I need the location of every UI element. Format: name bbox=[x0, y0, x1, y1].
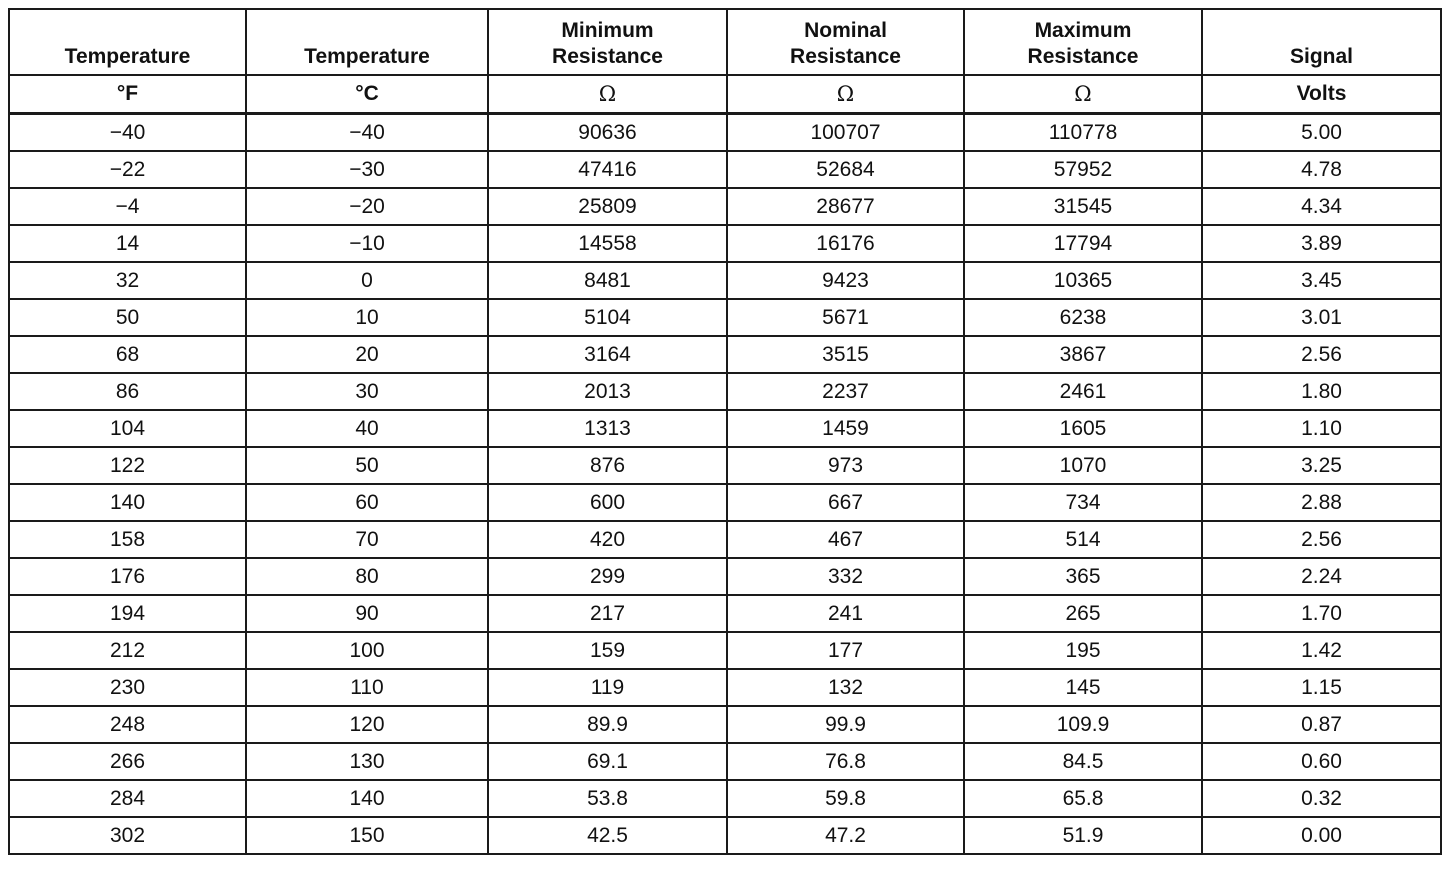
table-row bbox=[9, 299, 1441, 336]
cell-nominal-resistance: 28677 bbox=[727, 188, 964, 225]
cell-signal: 1.15 bbox=[1202, 669, 1441, 706]
cell-temp-f: 176 bbox=[9, 558, 246, 595]
cell-nominal-resistance: 667 bbox=[727, 484, 964, 521]
table-row bbox=[9, 743, 1441, 780]
cell-max-resistance: 17794 bbox=[964, 225, 1202, 262]
cell-nominal-resistance: 100707 bbox=[727, 114, 964, 152]
cell-max-resistance: 57952 bbox=[964, 151, 1202, 188]
cell-min-resistance: 90636 bbox=[488, 114, 727, 152]
cell-min-resistance: 42.5 bbox=[488, 817, 727, 854]
cell-max-resistance: 1605 bbox=[964, 410, 1202, 447]
cell-temp-c: 30 bbox=[246, 373, 488, 410]
cell-temp-f: 86 bbox=[9, 373, 246, 410]
table-container bbox=[8, 8, 1440, 855]
cell-temp-f: 68 bbox=[9, 336, 246, 373]
table-row bbox=[9, 114, 1441, 152]
table-row bbox=[9, 817, 1441, 854]
cell-signal: 1.42 bbox=[1202, 632, 1441, 669]
cell-max-resistance: 110778 bbox=[964, 114, 1202, 152]
table-row bbox=[9, 447, 1441, 484]
cell-temp-f: 140 bbox=[9, 484, 246, 521]
header-row-titles bbox=[9, 9, 1441, 75]
cell-max-resistance: 6238 bbox=[964, 299, 1202, 336]
cell-signal: 0.60 bbox=[1202, 743, 1441, 780]
cell-temp-f: 212 bbox=[9, 632, 246, 669]
cell-signal: 2.24 bbox=[1202, 558, 1441, 595]
cell-temp-f: −4 bbox=[9, 188, 246, 225]
cell-temp-c: 40 bbox=[246, 410, 488, 447]
cell-nominal-resistance: 9423 bbox=[727, 262, 964, 299]
cell-nominal-resistance: 132 bbox=[727, 669, 964, 706]
cell-max-resistance: 195 bbox=[964, 632, 1202, 669]
cell-max-resistance: 10365 bbox=[964, 262, 1202, 299]
cell-nominal-resistance: 59.8 bbox=[727, 780, 964, 817]
header-min-resistance: Minimum Resistance bbox=[488, 9, 727, 75]
cell-temp-f: 50 bbox=[9, 299, 246, 336]
cell-temp-c: 100 bbox=[246, 632, 488, 669]
cell-signal: 2.56 bbox=[1202, 521, 1441, 558]
table-row bbox=[9, 669, 1441, 706]
cell-temp-f: 32 bbox=[9, 262, 246, 299]
table-row bbox=[9, 373, 1441, 410]
cell-max-resistance: 514 bbox=[964, 521, 1202, 558]
cell-temp-c: −10 bbox=[246, 225, 488, 262]
cell-min-resistance: 25809 bbox=[488, 188, 727, 225]
cell-min-resistance: 8481 bbox=[488, 262, 727, 299]
cell-signal: 0.00 bbox=[1202, 817, 1441, 854]
cell-signal: 2.88 bbox=[1202, 484, 1441, 521]
cell-nominal-resistance: 47.2 bbox=[727, 817, 964, 854]
cell-signal: 0.32 bbox=[1202, 780, 1441, 817]
cell-nominal-resistance: 76.8 bbox=[727, 743, 964, 780]
table-row bbox=[9, 521, 1441, 558]
cell-nominal-resistance: 5671 bbox=[727, 299, 964, 336]
cell-min-resistance: 159 bbox=[488, 632, 727, 669]
cell-max-resistance: 145 bbox=[964, 669, 1202, 706]
cell-signal: 4.78 bbox=[1202, 151, 1441, 188]
header-temp-c: Temperature bbox=[246, 9, 488, 75]
cell-nominal-resistance: 1459 bbox=[727, 410, 964, 447]
cell-temp-c: 0 bbox=[246, 262, 488, 299]
table-row bbox=[9, 262, 1441, 299]
cell-temp-c: 120 bbox=[246, 706, 488, 743]
cell-min-resistance: 2013 bbox=[488, 373, 727, 410]
cell-max-resistance: 365 bbox=[964, 558, 1202, 595]
cell-nominal-resistance: 177 bbox=[727, 632, 964, 669]
cell-min-resistance: 3164 bbox=[488, 336, 727, 373]
cell-min-resistance: 89.9 bbox=[488, 706, 727, 743]
cell-temp-f: 158 bbox=[9, 521, 246, 558]
cell-min-resistance: 69.1 bbox=[488, 743, 727, 780]
cell-max-resistance: 65.8 bbox=[964, 780, 1202, 817]
cell-temp-c: 10 bbox=[246, 299, 488, 336]
cell-nominal-resistance: 973 bbox=[727, 447, 964, 484]
cell-max-resistance: 265 bbox=[964, 595, 1202, 632]
cell-nominal-resistance: 99.9 bbox=[727, 706, 964, 743]
table-row bbox=[9, 151, 1441, 188]
unit-temp-f: °F bbox=[9, 75, 246, 114]
table-row bbox=[9, 188, 1441, 225]
cell-temp-f: 230 bbox=[9, 669, 246, 706]
cell-temp-c: 130 bbox=[246, 743, 488, 780]
cell-max-resistance: 84.5 bbox=[964, 743, 1202, 780]
cell-temp-c: −40 bbox=[246, 114, 488, 152]
cell-min-resistance: 14558 bbox=[488, 225, 727, 262]
header-nominal-resistance: Nominal Resistance bbox=[727, 9, 964, 75]
cell-nominal-resistance: 332 bbox=[727, 558, 964, 595]
cell-min-resistance: 5104 bbox=[488, 299, 727, 336]
cell-nominal-resistance: 467 bbox=[727, 521, 964, 558]
unit-min-resistance: Ω bbox=[488, 75, 727, 114]
unit-nominal-resistance: Ω bbox=[727, 75, 964, 114]
cell-min-resistance: 600 bbox=[488, 484, 727, 521]
table-row bbox=[9, 410, 1441, 447]
cell-nominal-resistance: 3515 bbox=[727, 336, 964, 373]
cell-temp-c: 80 bbox=[246, 558, 488, 595]
cell-min-resistance: 420 bbox=[488, 521, 727, 558]
cell-max-resistance: 734 bbox=[964, 484, 1202, 521]
cell-min-resistance: 53.8 bbox=[488, 780, 727, 817]
cell-temp-f: 266 bbox=[9, 743, 246, 780]
cell-max-resistance: 51.9 bbox=[964, 817, 1202, 854]
cell-temp-f: 284 bbox=[9, 780, 246, 817]
cell-temp-f: 248 bbox=[9, 706, 246, 743]
cell-temp-f: 194 bbox=[9, 595, 246, 632]
table-row bbox=[9, 484, 1441, 521]
cell-temp-f: 122 bbox=[9, 447, 246, 484]
table-row bbox=[9, 780, 1441, 817]
table-row bbox=[9, 225, 1441, 262]
cell-max-resistance: 1070 bbox=[964, 447, 1202, 484]
cell-temp-c: 50 bbox=[246, 447, 488, 484]
cell-temp-c: 90 bbox=[246, 595, 488, 632]
cell-temp-c: 150 bbox=[246, 817, 488, 854]
unit-signal: Volts bbox=[1202, 75, 1441, 114]
cell-nominal-resistance: 241 bbox=[727, 595, 964, 632]
cell-nominal-resistance: 52684 bbox=[727, 151, 964, 188]
cell-signal: 1.70 bbox=[1202, 595, 1441, 632]
cell-min-resistance: 119 bbox=[488, 669, 727, 706]
cell-signal: 3.25 bbox=[1202, 447, 1441, 484]
cell-signal: 4.34 bbox=[1202, 188, 1441, 225]
cell-temp-c: 140 bbox=[246, 780, 488, 817]
header-signal: Signal bbox=[1202, 9, 1441, 75]
table-row bbox=[9, 558, 1441, 595]
cell-min-resistance: 299 bbox=[488, 558, 727, 595]
cell-temp-f: −40 bbox=[9, 114, 246, 152]
cell-temp-f: 14 bbox=[9, 225, 246, 262]
cell-temp-c: 70 bbox=[246, 521, 488, 558]
cell-temp-c: −30 bbox=[246, 151, 488, 188]
cell-temp-c: 20 bbox=[246, 336, 488, 373]
header-max-resistance: Maximum Resistance bbox=[964, 9, 1202, 75]
cell-max-resistance: 109.9 bbox=[964, 706, 1202, 743]
cell-temp-c: 60 bbox=[246, 484, 488, 521]
table-row bbox=[9, 706, 1441, 743]
cell-min-resistance: 217 bbox=[488, 595, 727, 632]
header-temp-f: Temperature bbox=[9, 9, 246, 75]
table-body bbox=[9, 114, 1441, 855]
table-row bbox=[9, 595, 1441, 632]
cell-signal: 0.87 bbox=[1202, 706, 1441, 743]
cell-temp-f: 104 bbox=[9, 410, 246, 447]
header-row-units bbox=[9, 75, 1441, 114]
cell-signal: 3.45 bbox=[1202, 262, 1441, 299]
cell-signal: 3.89 bbox=[1202, 225, 1441, 262]
cell-max-resistance: 3867 bbox=[964, 336, 1202, 373]
cell-signal: 1.80 bbox=[1202, 373, 1441, 410]
cell-signal: 1.10 bbox=[1202, 410, 1441, 447]
cell-signal: 2.56 bbox=[1202, 336, 1441, 373]
cell-min-resistance: 1313 bbox=[488, 410, 727, 447]
cell-signal: 3.01 bbox=[1202, 299, 1441, 336]
cell-max-resistance: 2461 bbox=[964, 373, 1202, 410]
unit-max-resistance: Ω bbox=[964, 75, 1202, 114]
cell-temp-c: 110 bbox=[246, 669, 488, 706]
unit-temp-c: °C bbox=[246, 75, 488, 114]
cell-temp-f: 302 bbox=[9, 817, 246, 854]
cell-temp-f: −22 bbox=[9, 151, 246, 188]
cell-nominal-resistance: 16176 bbox=[727, 225, 964, 262]
cell-temp-c: −20 bbox=[246, 188, 488, 225]
cell-signal: 5.00 bbox=[1202, 114, 1441, 152]
table-row bbox=[9, 336, 1441, 373]
cell-nominal-resistance: 2237 bbox=[727, 373, 964, 410]
cell-min-resistance: 47416 bbox=[488, 151, 727, 188]
cell-max-resistance: 31545 bbox=[964, 188, 1202, 225]
table-row bbox=[9, 632, 1441, 669]
cell-min-resistance: 876 bbox=[488, 447, 727, 484]
resistance-table bbox=[8, 8, 1442, 855]
